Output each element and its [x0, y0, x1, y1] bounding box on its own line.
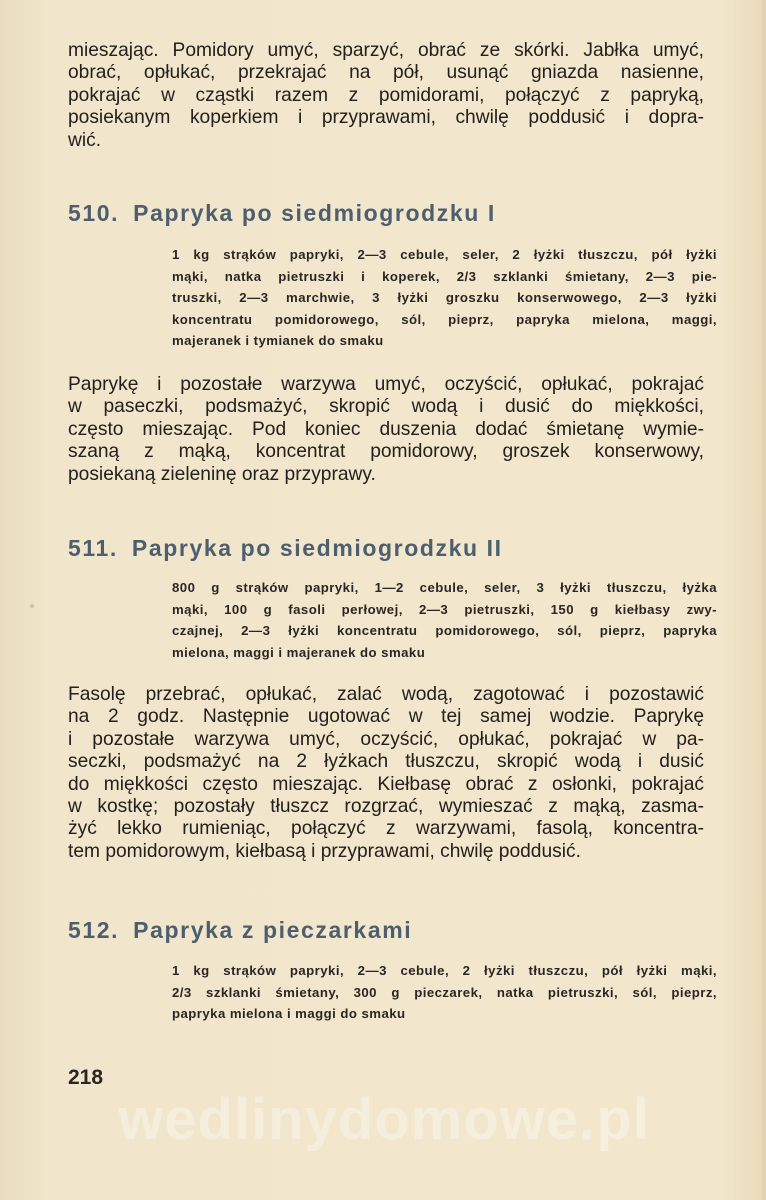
recipe-title: Papryka po siedmiogrodzku II	[131, 535, 503, 561]
recipe-title: Papryka z pieczarkami	[133, 917, 413, 943]
paper-speck	[30, 604, 34, 608]
instruction-line: w paseczki, podsmażyć, skropić wodą i dusić do miękkości,	[68, 396, 704, 418]
intro-line: wić.	[68, 129, 102, 151]
recipe-510-heading	[68, 200, 496, 227]
page-number: 218	[68, 1066, 104, 1089]
recipe-512-heading	[68, 917, 412, 944]
ingredient-line: 1 kg strąków papryki, 2—3 cebule, 2 łyżki tłuszczu, pół łyżki mąki,	[172, 963, 717, 978]
intro-line: obrać, opłukać, przekrajać na pół, usunąć gniazda nasienne,	[68, 62, 704, 84]
instruction-line: do miękkości często mieszając. Kiełbasę obrać z osłonki, pokrajać	[68, 773, 704, 795]
recipe-510-instructions	[68, 374, 704, 486]
recipe-number: 510.	[68, 200, 120, 226]
instruction-line: szaną z mąką, koncentrat pomidorowy, groszek konserwowy,	[68, 441, 704, 463]
recipe-510-ingredients	[172, 244, 717, 352]
ingredient-line: papryka mielona i maggi do smaku	[172, 1006, 406, 1022]
instruction-line: Paprykę i pozostałe warzywa umyć, oczyścić, opłukać, pokrajać	[68, 374, 704, 395]
ingredient-line: 2/3 szklanki śmietany, 300 g pieczarek, natka pietruszki, sól, pieprz,	[172, 984, 717, 1000]
intro-line: posiekanym koperkiem i przyprawami, chwilę poddusić i dopra-	[68, 107, 704, 129]
ingredient-line: mąki, 100 g fasoli perłowej, 2—3 pietruszki, 150 g kiełbasy zwy-	[172, 601, 717, 617]
page-edge	[762, 0, 766, 1200]
recipe-number: 511.	[68, 535, 118, 561]
instruction-line: w kostkę; pozostały tłuszcz rozgrzać, wymieszać z mąką, zasma-	[68, 796, 704, 818]
ingredient-line: 1 kg strąków papryki, 2—3 cebule, seler, 2 łyżki tłuszczu, pół łyżki	[172, 247, 717, 262]
ingredient-line: mąki, natka pietruszki i koperek, 2/3 szklanki śmietany, 2—3 pie-	[172, 268, 717, 284]
ingredient-line: mielona, maggi i majeranek do smaku	[172, 644, 426, 660]
recipe-512-ingredients	[172, 960, 717, 1025]
recipe-number: 512.	[68, 917, 120, 943]
ingredient-line: majeranek i tymianek do smaku	[172, 333, 384, 349]
instruction-line: seczki, podsmażyć na 2 łyżkach tłuszczu, skropić wodą i dusić	[68, 751, 704, 773]
ingredient-line: 800 g strąków papryki, 1—2 cebule, seler, 3 łyżki tłuszczu, łyżka	[172, 580, 717, 595]
instruction-line: Fasolę przebrać, opłukać, zalać wodą, zagotować i pozostawić	[68, 684, 704, 705]
intro-line: pokrajać w cząstki razem z pomidorami, połączyć z papryką,	[68, 84, 704, 106]
recipe-511-instructions	[68, 684, 704, 863]
recipe-511-heading	[68, 535, 503, 562]
instruction-line: żyć lekko rumieniąc, połączyć z warzywami, fasolą, koncentra-	[68, 818, 704, 840]
intro-paragraph	[68, 40, 704, 152]
instruction-line: często mieszając. Pod koniec duszenia dodać śmietanę wymie-	[68, 418, 704, 440]
intro-line: mieszając. Pomidory umyć, sparzyć, obrać ze skórki. Jabłka umyć,	[68, 40, 704, 61]
instruction-line: tem pomidorowym, kiełbasą i przyprawami, chwilę poddusić.	[68, 840, 581, 862]
ingredient-line: czajnej, 2—3 łyżki koncentratu pomidorowego, sól, pieprz, papryka	[172, 623, 717, 639]
instruction-line: posiekaną zieleninę oraz przyprawy.	[68, 463, 376, 485]
recipe-511-ingredients	[172, 577, 717, 663]
watermark: wedlinydomowe.pl	[118, 1087, 650, 1152]
instruction-line: na 2 godz. Następnie ugotować w tej samej wodzie. Paprykę	[68, 706, 704, 728]
instruction-line: i pozostałe warzywa umyć, oczyścić, opłukać, pokrajać w pa-	[68, 728, 704, 750]
ingredient-line: koncentratu pomidorowego, sól, pieprz, papryka mielona, maggi,	[172, 311, 717, 327]
ingredient-line: truszki, 2—3 marchwie, 3 łyżki groszku konserwowego, 2—3 łyżki	[172, 290, 717, 306]
recipe-title: Papryka po siedmiogrodzku I	[133, 200, 496, 226]
